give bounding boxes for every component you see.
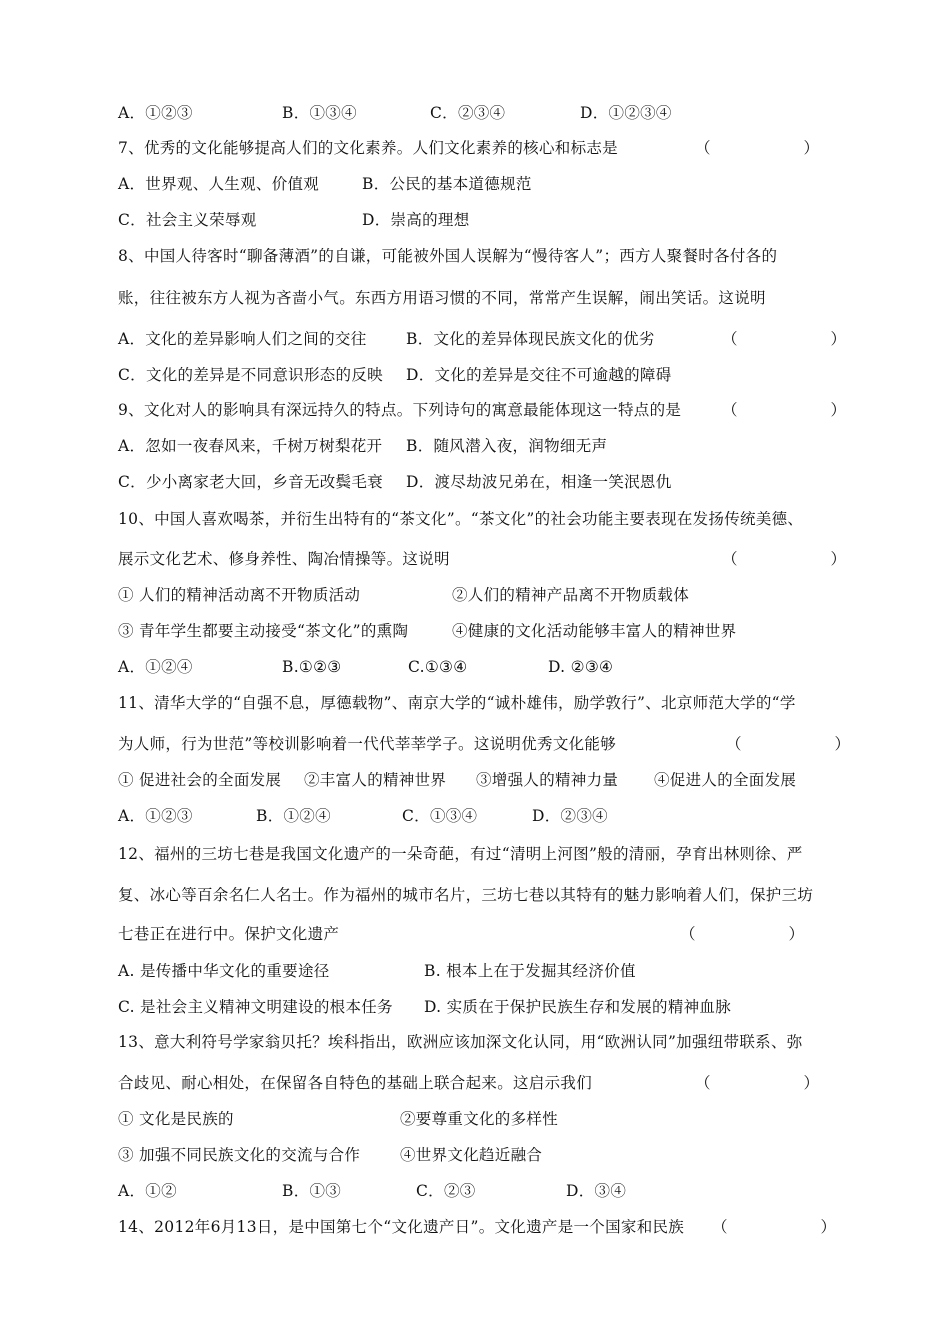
answer-bracket: （ ）: [722, 330, 847, 348]
answer-bracket: （ ）: [695, 1074, 820, 1092]
item-1: ① 文化是民族的: [118, 1110, 234, 1128]
option-c: C.①③④: [408, 658, 468, 676]
option-d: D．②③④: [532, 807, 608, 825]
answer-bracket: （ ）: [726, 735, 851, 753]
option-b: B．①②④: [256, 807, 331, 825]
option-c: C．少小离家老大回，乡音无改鬓毛衰: [118, 473, 383, 491]
stem-text: 展示文化艺术、修身养性、陶冶情操等。这说明: [118, 550, 450, 568]
option-a: A．①②③: [118, 104, 193, 122]
stem-text: 复、冰心等百余名仁人名士。作为福州的城市名片，三坊七巷以其特有的魅力影响着人们，保护三坊: [118, 886, 814, 904]
item-3: ③ 青年学生都要主动接受“茶文化”的熏陶: [118, 622, 409, 640]
option-d: D．渡尽劫波兄弟在，相逢一笑泯恩仇: [406, 473, 672, 491]
option-d: D．③④: [566, 1182, 627, 1200]
item-2: ②要尊重文化的多样性: [400, 1110, 559, 1128]
item-4: ④促进人的全面发展: [654, 771, 797, 789]
option-a: A．①②: [118, 1182, 177, 1200]
option-b: B.①②③: [282, 658, 342, 676]
stem-text: 合歧见、耐心相处，在保留各自特色的基础上联合起来。这启示我们: [118, 1074, 593, 1092]
stem-text: 14、2012年6月13日，是中国第七个“文化遗产日”。文化遗产是一个国家和民族: [118, 1218, 685, 1236]
option-b: B．文化的差异体现民族文化的优劣: [406, 330, 655, 348]
option-c: C．文化的差异是不同意识形态的反映: [118, 366, 383, 384]
answer-bracket: （ ）: [712, 1218, 837, 1236]
answer-bracket: （ ）: [722, 550, 847, 568]
option-c: C．①③④: [402, 807, 478, 825]
stem-text: 9、文化对人的影响具有深远持久的特点。下列诗句的寓意最能体现这一特点的是: [118, 401, 682, 419]
stem-text: 11、清华大学的“自强不息，厚德载物”、南京大学的“诚朴雄伟，励学敦行”、北京师范大学的“学: [118, 694, 796, 712]
option-d: D. ②③④: [548, 658, 614, 676]
option-b: B．①③: [282, 1182, 342, 1200]
item-2: ②丰富人的精神世界: [304, 771, 447, 789]
option-c: C. 是社会主义精神文明建设的根本任务: [118, 998, 393, 1016]
option-b: B．公民的基本道德规范: [362, 175, 532, 193]
option-a: A．①②③: [118, 807, 193, 825]
option-d: D. 实质在于保护民族生存和发展的精神血脉: [424, 998, 732, 1016]
option-d: D．①②③④: [580, 104, 672, 122]
stem-text: 7、优秀的文化能够提高人们的文化素养。人们文化素养的核心和标志是: [118, 139, 618, 157]
option-b: B．随风潜入夜，润物细无声: [406, 437, 608, 455]
option-a: A. 是传播中华文化的重要途径: [118, 962, 330, 980]
stem-text: 10、中国人喜欢喝茶，并衍生出特有的“茶文化”。“茶文化”的社会功能主要表现在发扬传统美德、: [118, 510, 804, 528]
stem-text: 13、意大利符号学家翁贝托？埃科指出，欧洲应该加深文化认同，用“欧洲认同”加强纽带联系、弥: [118, 1033, 803, 1051]
item-2: ②人们的精神产品离不开物质载体: [452, 586, 690, 604]
option-d: D．文化的差异是交往不可逾越的障碍: [406, 366, 672, 384]
answer-bracket: （ ）: [680, 925, 805, 943]
item-1: ① 促进社会的全面发展: [118, 771, 282, 789]
item-4: ④健康的文化活动能够丰富人的精神世界: [452, 622, 737, 640]
item-3: ③ 加强不同民族文化的交流与合作: [118, 1146, 361, 1164]
option-d: D．崇高的理想: [362, 211, 470, 229]
option-a: A．文化的差异影响人们之间的交往: [118, 330, 367, 348]
stem-text: 为人师，行为世范”等校训影响着一代代莘莘学子。这说明优秀文化能够: [118, 735, 617, 753]
option-b: B. 根本上在于发掘其经济价值: [424, 962, 636, 980]
item-4: ④世界文化趋近融合: [400, 1146, 543, 1164]
answer-bracket: （ ）: [695, 139, 820, 157]
stem-text: 七巷正在进行中。保护文化遗产: [118, 925, 340, 943]
option-c: C．②③④: [430, 104, 506, 122]
stem-text: 12、福州的三坊七巷是我国文化遗产的一朵奇葩，有过“清明上河图”般的清丽，孕育出林则徐、严: [118, 845, 803, 863]
option-a: A．忽如一夜春风来，千树万树梨花开: [118, 437, 383, 455]
option-c: C．社会主义荣辱观: [118, 211, 257, 229]
answer-bracket: （ ）: [722, 401, 847, 419]
stem-text: 8、中国人待客时“聊备薄酒”的自谦，可能被外国人误解为“慢待客人”；西方人聚餐时各付各的: [118, 247, 778, 265]
option-c: C．②③: [416, 1182, 476, 1200]
option-b: B．①③④: [282, 104, 357, 122]
item-3: ③增强人的精神力量: [476, 771, 619, 789]
option-a: A．①②④: [118, 658, 193, 676]
item-1: ① 人们的精神活动离不开物质活动: [118, 586, 361, 604]
option-a: A．世界观、人生观、价值观: [118, 175, 320, 193]
stem-text: 账，往往被东方人视为吝啬小气。东西方用语习惯的不同，常常产生误解，闹出笑话。这说明: [118, 289, 766, 307]
